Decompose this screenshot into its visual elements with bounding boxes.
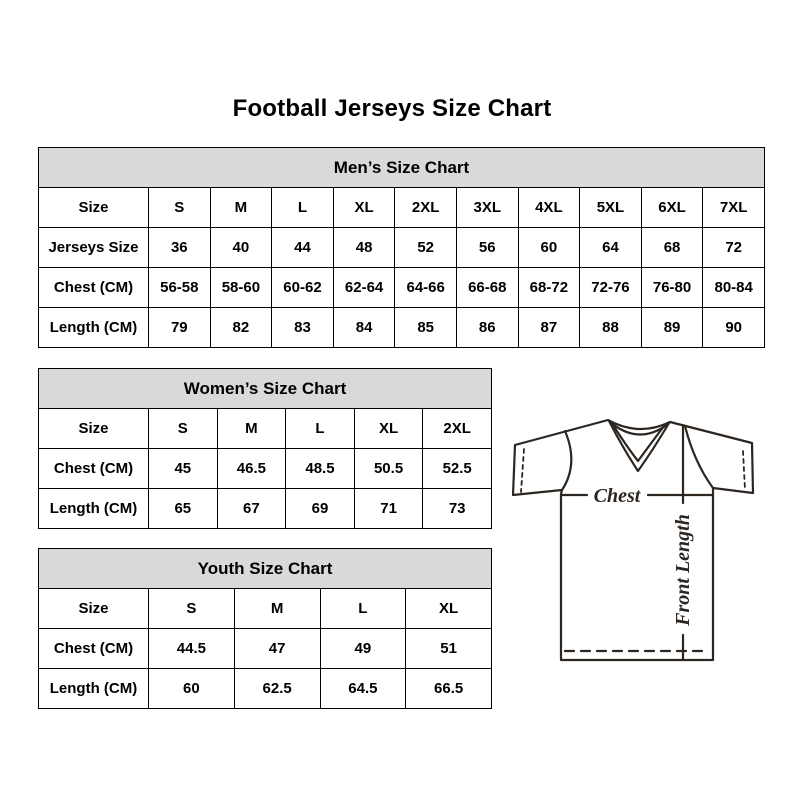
value-cell: M [210, 188, 272, 228]
page-title: Football Jerseys Size Chart [232, 95, 552, 122]
jersey-measurement-diagram [505, 403, 770, 668]
value-cell: S [149, 409, 218, 449]
value-cell: 66.5 [406, 669, 492, 709]
value-cell: 87 [518, 308, 580, 348]
value-cell: 83 [272, 308, 334, 348]
value-cell: 48.5 [286, 449, 355, 489]
row-label: Chest (CM) [39, 449, 149, 489]
row-label: Length (CM) [39, 669, 149, 709]
row-label: Chest (CM) [39, 629, 149, 669]
table-row [39, 589, 492, 629]
row-label: Size [39, 188, 149, 228]
youth-size-chart-section [38, 548, 492, 709]
value-cell: 71 [354, 489, 423, 529]
value-cell: L [320, 589, 406, 629]
value-cell: XL [354, 409, 423, 449]
row-label: Length (CM) [39, 308, 149, 348]
value-cell: 73 [423, 489, 492, 529]
value-cell: S [149, 188, 211, 228]
value-cell: 64.5 [320, 669, 406, 709]
value-cell: 50.5 [354, 449, 423, 489]
value-cell: 62.5 [234, 669, 320, 709]
value-cell: 4XL [518, 188, 580, 228]
value-cell: 68 [641, 228, 703, 268]
row-label: Size [39, 409, 149, 449]
value-cell: 44.5 [149, 629, 235, 669]
value-cell: 80-84 [703, 268, 765, 308]
value-cell: 5XL [580, 188, 642, 228]
table-row [39, 188, 765, 228]
value-cell: 69 [286, 489, 355, 529]
front-length-label: Front Length [672, 514, 694, 626]
value-cell: 48 [333, 228, 395, 268]
value-cell: 52 [395, 228, 457, 268]
value-cell: 60 [149, 669, 235, 709]
value-cell: 46.5 [217, 449, 286, 489]
value-cell: 51 [406, 629, 492, 669]
value-cell: 84 [333, 308, 395, 348]
mens-table-header: Men’s Size Chart [39, 148, 765, 188]
value-cell: 64 [580, 228, 642, 268]
value-cell: 6XL [641, 188, 703, 228]
value-cell: 44 [272, 228, 334, 268]
value-cell: 86 [456, 308, 518, 348]
chest-label: Chest [593, 485, 641, 507]
value-cell: 89 [641, 308, 703, 348]
value-cell: 67 [217, 489, 286, 529]
right-armhole-seam [685, 426, 713, 488]
womens-size-table [38, 368, 492, 529]
youth-size-table [38, 548, 492, 709]
value-cell: 65 [149, 489, 218, 529]
value-cell: 66-68 [456, 268, 518, 308]
value-cell: 62-64 [333, 268, 395, 308]
value-cell: XL [333, 188, 395, 228]
left-armhole-seam [562, 431, 571, 490]
value-cell: XL [406, 589, 492, 629]
value-cell: 3XL [456, 188, 518, 228]
row-label: Chest (CM) [39, 268, 149, 308]
value-cell: 36 [149, 228, 211, 268]
youth-table-header: Youth Size Chart [39, 549, 492, 589]
right-cuff-stitch-line [743, 451, 745, 490]
value-cell: 60 [518, 228, 580, 268]
table-row [39, 268, 765, 308]
value-cell: 72-76 [580, 268, 642, 308]
womens-table-header: Women’s Size Chart [39, 369, 492, 409]
value-cell: M [217, 409, 286, 449]
value-cell: 85 [395, 308, 457, 348]
value-cell: 47 [234, 629, 320, 669]
value-cell: 60-62 [272, 268, 334, 308]
value-cell: 40 [210, 228, 272, 268]
value-cell: L [272, 188, 334, 228]
value-cell: 88 [580, 308, 642, 348]
value-cell: 2XL [395, 188, 457, 228]
value-cell: 82 [210, 308, 272, 348]
table-row [39, 449, 492, 489]
value-cell: S [149, 589, 235, 629]
value-cell: 79 [149, 308, 211, 348]
table-row [39, 409, 492, 449]
value-cell: 64-66 [395, 268, 457, 308]
table-row [39, 669, 492, 709]
womens-size-chart-section [38, 368, 492, 529]
value-cell: 2XL [423, 409, 492, 449]
value-cell: 72 [703, 228, 765, 268]
value-cell: 90 [703, 308, 765, 348]
value-cell: 49 [320, 629, 406, 669]
left-cuff-stitch-line [521, 449, 524, 492]
row-label: Length (CM) [39, 489, 149, 529]
row-label: Size [39, 589, 149, 629]
value-cell: 58-60 [210, 268, 272, 308]
table-row [39, 228, 765, 268]
value-cell: M [234, 589, 320, 629]
mens-size-table [38, 147, 765, 348]
row-label: Jerseys Size [39, 228, 149, 268]
value-cell: 68-72 [518, 268, 580, 308]
value-cell: 56-58 [149, 268, 211, 308]
value-cell: 52.5 [423, 449, 492, 489]
value-cell: 7XL [703, 188, 765, 228]
value-cell: 56 [456, 228, 518, 268]
mens-size-chart-section [38, 147, 765, 348]
table-row [39, 308, 765, 348]
value-cell: L [286, 409, 355, 449]
value-cell: 76-80 [641, 268, 703, 308]
table-row [39, 629, 492, 669]
table-row [39, 489, 492, 529]
value-cell: 45 [149, 449, 218, 489]
